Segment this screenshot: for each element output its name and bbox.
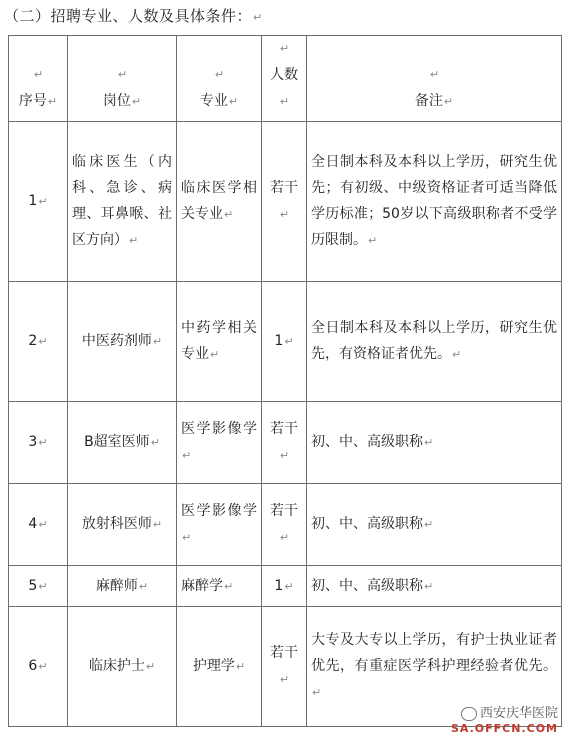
header-position [68, 36, 177, 122]
row-2-position: 中医药剂师 [81, 333, 152, 349]
recruitment-table [8, 35, 562, 727]
paragraph-mark: ↵ [182, 449, 192, 462]
paragraph-mark: ↵ [224, 579, 234, 593]
header-no-label: 序号 [18, 93, 47, 109]
row-2-major: 中药学相关专业 [181, 320, 257, 362]
row-1-no: 1 [28, 193, 38, 209]
row-6-no: 6 [28, 658, 38, 674]
header-position-label: 岗位 [102, 93, 131, 109]
row-2-count: 1 [274, 333, 284, 349]
header-no [9, 36, 68, 122]
row-1-position: 临床医生（内科、急诊、病理、耳鼻喉、社区方向） [72, 154, 172, 248]
cell-major [177, 484, 262, 566]
paragraph-mark: ↵ [424, 436, 434, 449]
paragraph-mark: ↵ [152, 335, 163, 348]
table-row [9, 566, 562, 607]
cell-position [68, 607, 177, 727]
section-heading-text: （二）招聘专业、人数及具体条件： [4, 7, 253, 25]
row-6-position: 临床护士 [88, 658, 145, 674]
header-count-label: 人数 [270, 67, 298, 83]
paragraph-mark: ↵ [145, 660, 156, 673]
row-5-position: 麻醉师 [95, 577, 138, 594]
table-header-row [9, 36, 562, 122]
row-4-major: 医学影像学 [181, 503, 257, 519]
cell-count [262, 566, 307, 607]
paragraph-mark: ↵ [235, 660, 246, 673]
paragraph-mark: ↵ [214, 68, 225, 81]
paragraph-mark: ↵ [429, 68, 440, 81]
row-4-position: 放射科医师 [81, 516, 152, 532]
paragraph-mark: ↵ [38, 660, 48, 673]
paragraph-mark: ↵ [182, 531, 192, 544]
cell-count [262, 402, 307, 484]
cell-count [262, 282, 307, 402]
row-3-remark: 初、中、高级职称 [311, 434, 423, 450]
table-row [9, 402, 562, 484]
row-4-remark: 初、中、高级职称 [311, 516, 423, 532]
paragraph-mark: ↵ [284, 335, 294, 348]
paragraph-mark: ↵ [279, 449, 290, 462]
paragraph-mark: ↵ [138, 579, 149, 593]
row-3-position: B超室医师 [84, 434, 150, 450]
cell-count [262, 607, 307, 727]
paragraph-mark: ↵ [131, 95, 142, 108]
row-1-count: 若干 [270, 180, 298, 196]
cell-no [9, 607, 68, 727]
header-major-label: 专业 [199, 93, 228, 109]
header-remark [307, 36, 562, 122]
header-count [262, 36, 307, 122]
row-4-count: 若干 [270, 503, 298, 519]
paragraph-mark: ↵ [279, 42, 290, 55]
cell-position [68, 484, 177, 566]
row-1-remark: 全日制本科及本科以上学历，研究生优先；有初级、中级资格证者可适当降低学历标准；50岁以下高级职称者不受学历限制。 [311, 154, 557, 248]
paragraph-mark: ↵ [33, 68, 44, 81]
row-6-count: 若干 [270, 645, 298, 661]
paragraph-mark: ↵ [279, 673, 290, 686]
paragraph-mark: ↵ [368, 234, 378, 247]
paragraph-mark: ↵ [210, 348, 220, 361]
header-major [177, 36, 262, 122]
cell-major [177, 607, 262, 727]
paragraph-mark: ↵ [424, 579, 434, 593]
paragraph-mark: ↵ [279, 208, 290, 221]
table-row [9, 282, 562, 402]
row-6-remark: 大专及大专以上学历，有护士执业证者优先，有重症医学科护理经验者优先。 [311, 632, 557, 674]
cell-count [262, 484, 307, 566]
paragraph-mark: ↵ [117, 68, 128, 81]
row-3-no: 3 [28, 434, 38, 450]
paragraph-mark: ↵ [443, 95, 454, 108]
paragraph-mark: ↵ [284, 579, 294, 593]
table-row [9, 484, 562, 566]
watermark-name: 西安庆华医院 [479, 706, 558, 721]
paragraph-mark: ↵ [38, 335, 48, 348]
row-4-no: 4 [28, 516, 38, 532]
paragraph-mark: ↵ [150, 436, 160, 449]
paragraph-mark: ↵ [424, 518, 434, 531]
paragraph-mark: ↵ [279, 95, 290, 108]
cell-no [9, 282, 68, 402]
cell-remark [307, 282, 562, 402]
paragraph-mark: ↵ [224, 208, 234, 221]
row-5-remark: 初、中、高级职称 [311, 577, 423, 594]
cell-position [68, 122, 177, 282]
watermark-site: SA.OFFCN.COM [450, 722, 558, 735]
row-2-remark: 全日制本科及本科以上学历，研究生优先，有资格证者优先。 [311, 320, 557, 362]
paragraph-mark: ↵ [312, 686, 322, 699]
paragraph-mark: ↵ [38, 579, 48, 593]
paragraph-mark: ↵ [47, 95, 58, 108]
row-6-major: 护理学 [192, 658, 235, 674]
row-3-major: 医学影像学 [181, 421, 257, 437]
table-row [9, 122, 562, 282]
cell-no [9, 122, 68, 282]
cell-position [68, 402, 177, 484]
paragraph-mark: ↵ [38, 195, 48, 208]
paragraph-mark: ↵ [152, 518, 163, 531]
row-5-count: 1 [274, 577, 284, 594]
row-1-major: 临床医学相关专业 [181, 180, 257, 222]
row-3-count: 若干 [270, 421, 298, 437]
paragraph-mark: ↵ [129, 234, 139, 247]
cell-position [68, 566, 177, 607]
cell-major [177, 282, 262, 402]
cell-remark [307, 566, 562, 607]
row-2-no: 2 [28, 333, 38, 349]
section-heading [4, 4, 263, 30]
row-5-no: 5 [28, 577, 38, 594]
row-5-major: 麻醉学 [181, 577, 223, 594]
paragraph-mark: ↵ [253, 11, 263, 24]
wechat-icon [461, 707, 477, 721]
cell-major [177, 402, 262, 484]
paragraph-mark: ↵ [279, 531, 290, 544]
cell-position [68, 282, 177, 402]
cell-no [9, 484, 68, 566]
cell-major [177, 566, 262, 607]
cell-no [9, 402, 68, 484]
cell-count [262, 122, 307, 282]
watermark-name-line [451, 706, 558, 721]
header-remark-label: 备注 [414, 93, 443, 109]
paragraph-mark: ↵ [38, 436, 48, 449]
paragraph-mark: ↵ [452, 348, 462, 361]
watermark [451, 706, 558, 736]
paragraph-mark: ↵ [228, 95, 239, 108]
cell-remark [307, 122, 562, 282]
paragraph-mark: ↵ [38, 518, 48, 531]
cell-remark [307, 402, 562, 484]
cell-no [9, 566, 68, 607]
cell-major [177, 122, 262, 282]
cell-remark [307, 484, 562, 566]
